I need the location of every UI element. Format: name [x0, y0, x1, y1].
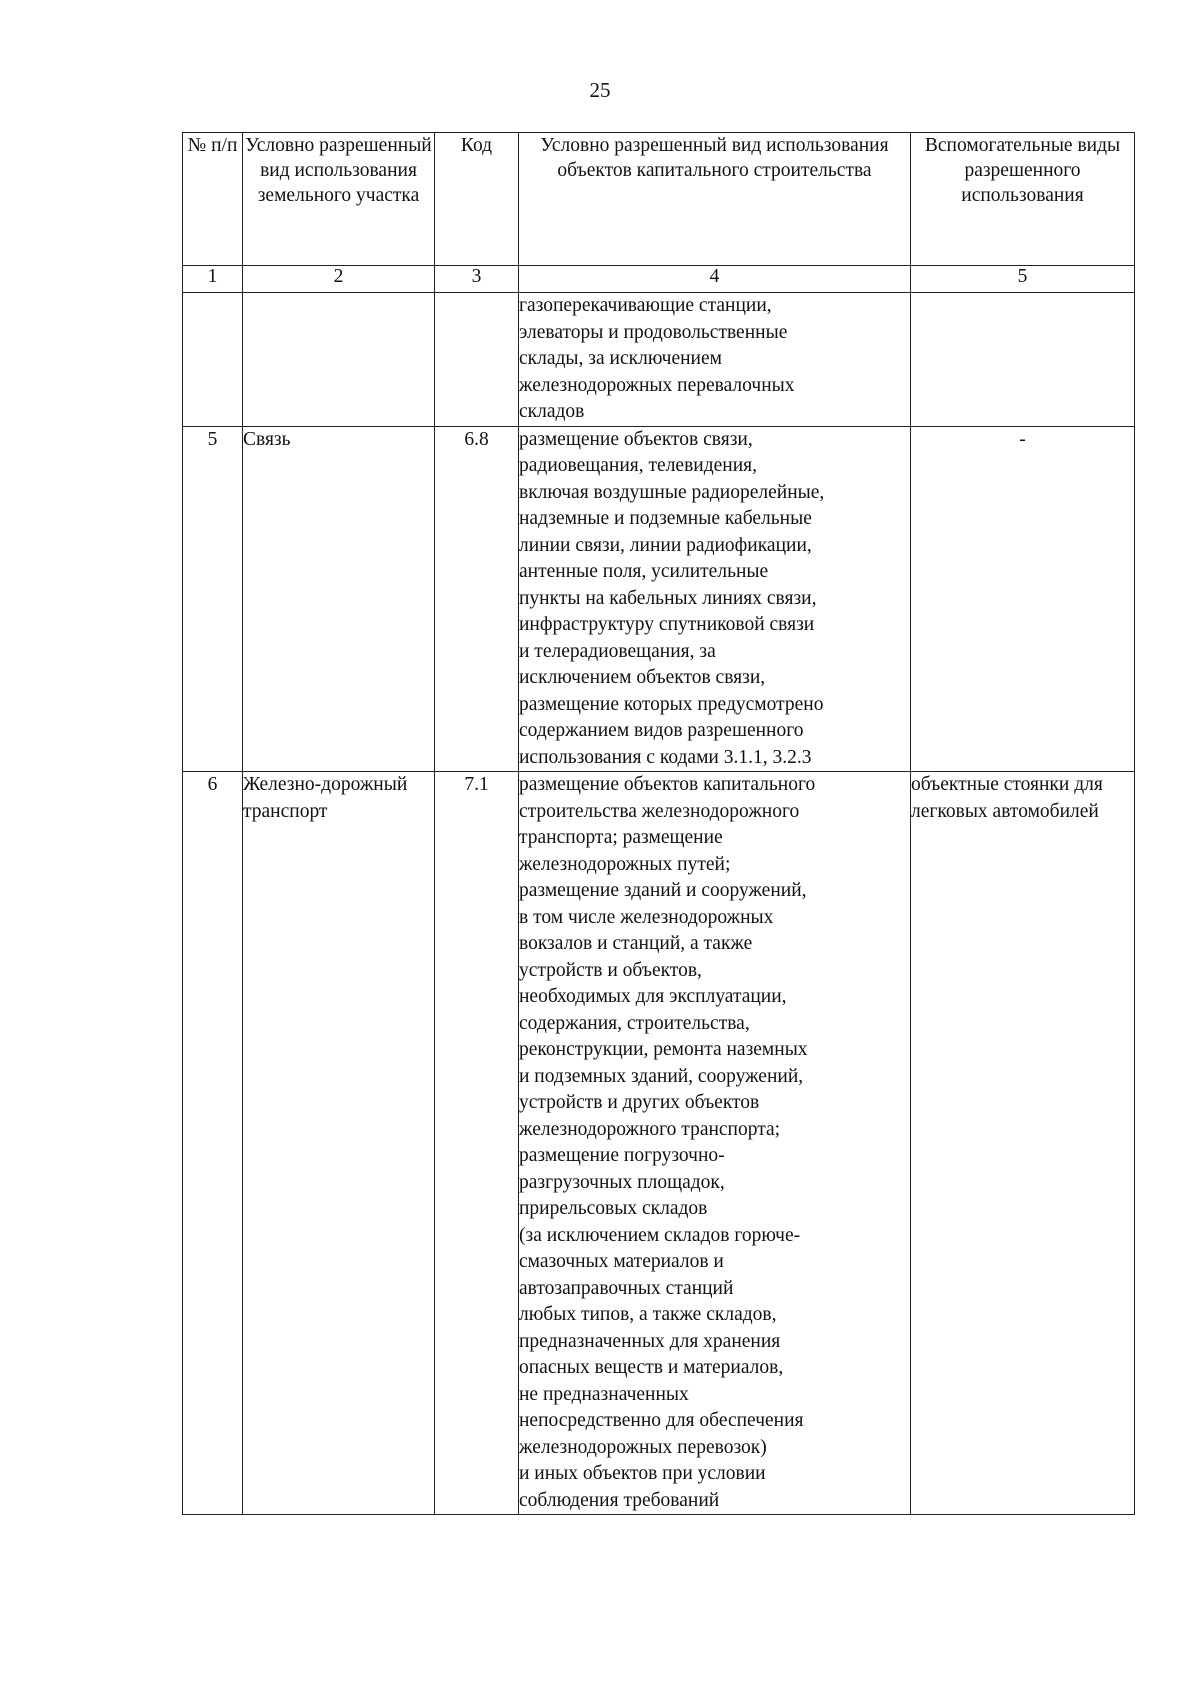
table-row — [183, 426, 1135, 772]
column-number: 2 — [243, 266, 435, 293]
row-auxiliary — [911, 293, 1135, 427]
description-line: размещение зданий и сооружений, — [519, 880, 807, 901]
column-number: 4 — [519, 266, 911, 293]
description-line: разгрузочных площадок, — [519, 1171, 725, 1193]
description-line: склады, за исключением — [519, 348, 722, 369]
row-code — [435, 293, 519, 427]
description-line: пункты на кабельных линиях связи, — [519, 587, 817, 609]
header-row — [183, 133, 1135, 266]
column-number: 5 — [911, 266, 1135, 293]
row-num — [183, 293, 243, 427]
header-building-use: Условно разрешенный вид использования объектов капитального строительства — [519, 133, 911, 266]
description-line: и подземных зданий, сооружений, — [519, 1065, 804, 1087]
description-line: исключением объектов связи, — [519, 667, 766, 688]
description-line: необходимых для эксплуатации, — [519, 986, 787, 1007]
description-line: железнодорожных перевалочных — [519, 374, 795, 396]
description-line: непосредственно для обеспечения — [519, 1410, 804, 1431]
description-line: опасных веществ и материалов, — [519, 1357, 784, 1378]
row-description — [519, 426, 911, 772]
description-line: содержанием видов разрешенного — [519, 720, 804, 741]
description-line: размещение которых предусмотрено — [519, 693, 824, 715]
header-code: Код — [435, 133, 519, 266]
row-num: 5 — [183, 426, 243, 772]
header-land-use: Условно разрешенный вид использования земельного участка — [243, 133, 435, 266]
description-line: складов — [519, 401, 585, 422]
description-line: надземные и подземные кабельные — [519, 508, 812, 529]
description-line: размещение объектов связи, — [519, 428, 753, 450]
description-line: смазочных материалов и — [519, 1251, 724, 1272]
row-land-use — [243, 293, 435, 427]
description-line: и иных объектов при условии — [519, 1463, 766, 1484]
description-line: элеваторы и продовольственные — [519, 321, 788, 343]
description-line: прирельсовых складов — [519, 1198, 708, 1219]
description-line: соблюдения требований — [519, 1489, 720, 1511]
description-line: радиовещания, телевидения, — [519, 455, 758, 476]
row-code: 6.8 — [435, 426, 519, 772]
description-line: железнодорожного транспорта; — [519, 1118, 781, 1140]
description-line: газоперекачивающие станции, — [519, 295, 772, 316]
permitted-use-table — [182, 132, 1135, 1515]
table-row — [183, 293, 1135, 427]
header-num: № п/п — [183, 133, 243, 266]
row-auxiliary: объектные стоянки для легковых автомобилей — [911, 772, 1135, 1515]
description-line: использования с кодами 3.1.1, 3.2.3 — [519, 746, 812, 768]
description-line: строительства железнодорожного — [519, 800, 800, 822]
description-line: устройств и объектов, — [519, 959, 702, 981]
description-line: реконструкции, ремонта наземных — [519, 1039, 808, 1060]
description-line: вокзалов и станций, а также — [519, 933, 753, 954]
description-line: в том числе железнодорожных — [519, 906, 774, 928]
description-line: предназначенных для хранения — [519, 1330, 781, 1352]
header-auxiliary: Вспомогательные виды разрешенного использования — [911, 133, 1135, 266]
description-line: размещение погрузочно- — [519, 1145, 725, 1166]
description-line: и телерадиовещания, за — [519, 640, 716, 662]
description-line: железнодорожных перевозок) — [519, 1436, 767, 1458]
description-line: устройств и других объектов — [519, 1092, 760, 1113]
description-line: антенные поля, усилительные — [519, 561, 769, 582]
row-auxiliary: - — [911, 426, 1135, 772]
page-number: 25 — [589, 78, 611, 102]
description-line: размещение объектов капитального — [519, 774, 816, 795]
row-land-use: Железно-дорожный транспорт — [243, 772, 435, 1515]
description-line: линии связи, линии радиофикации, — [519, 534, 812, 556]
column-number: 1 — [183, 266, 243, 293]
description-line: (за исключением складов горюче- — [519, 1224, 801, 1246]
description-line: любых типов, а также складов, — [519, 1304, 777, 1325]
row-land-use: Связь — [243, 426, 435, 772]
description-line: инфраструктуру спутниковой связи — [519, 614, 815, 635]
description-line: включая воздушные радиорелейные, — [519, 481, 825, 503]
description-line: содержания, строительства, — [519, 1012, 750, 1034]
column-number: 3 — [435, 266, 519, 293]
column-number-row — [183, 266, 1135, 293]
description-line: не предназначенных — [519, 1383, 689, 1405]
description-line: автозаправочных станций — [519, 1277, 734, 1299]
row-num: 6 — [183, 772, 243, 1515]
row-code: 7.1 — [435, 772, 519, 1515]
row-description — [519, 293, 911, 427]
description-line: железнодорожных путей; — [519, 853, 731, 875]
description-line: транспорта; размещение — [519, 827, 723, 848]
table-row — [183, 772, 1135, 1515]
row-description — [519, 772, 911, 1515]
